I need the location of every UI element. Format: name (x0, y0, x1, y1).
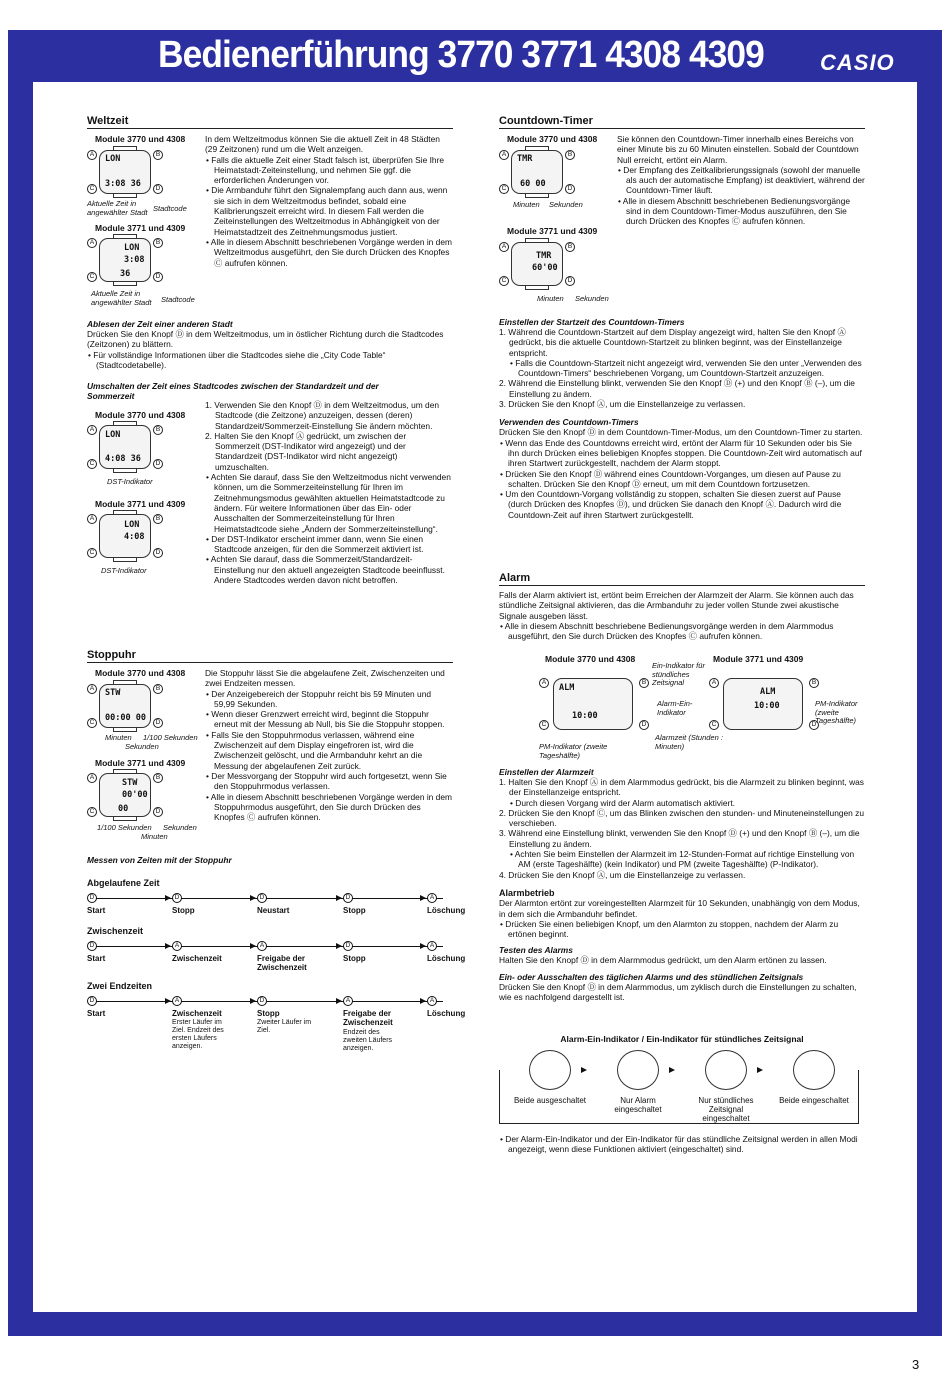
button-node: D (87, 941, 97, 951)
module-label: Module 3771 und 4309 (713, 654, 804, 664)
lcd-text: 36 (120, 269, 131, 279)
mini-watch-icon (529, 1050, 571, 1090)
arrow (250, 998, 256, 1004)
caption: PM-Indikator (zweite Tageshälfte) (815, 699, 858, 725)
module-label: Module 3771 und 4309 (95, 758, 186, 768)
button-node: D (343, 941, 353, 951)
step: 1. Verwenden Sie den Knopf Ⓓ in dem Weltzeitmodus, um den Stadtcode (die Zeitzone) anzuzeigen, dessen (deren) Standardzeit/Sommerzeit-Einstellung Sie ändern möchten. (205, 400, 440, 431)
caption: DST-Indikator (107, 477, 153, 486)
step: 1. Halten Sie den Knopf Ⓐ in dem Alarmmodus gedrückt, bis die Alarmzeit zu blinken beginnt, was der Einstellanzeige entspricht. (499, 777, 864, 798)
watch-diagram: ALM 10:00 A B C D (709, 674, 819, 734)
caption: Sekunden (125, 742, 159, 751)
caption: DST-Indikator (101, 566, 147, 575)
subheading: Messen von Zeiten mit der Stoppuhr (87, 855, 232, 865)
note: Endzeit des zweiten Läufers anzeigen. (343, 1029, 393, 1052)
paragraph: Drücken Sie den Knopf Ⓓ in dem Countdown-Timer-Modus, um den Countdown-Timer zu starten. (499, 427, 863, 438)
subheading: Einstellen der Startzeit des Countdown-Timers (499, 317, 685, 327)
lcd-text: 00:00 00 (105, 713, 146, 723)
alarm-intro (499, 590, 865, 641)
cycle-title: Alarm-Ein-Indikator / Ein-Indikator für stündliches Zeitsignal (560, 1034, 804, 1044)
bullet: • Der Messvorgang der Stoppuhr wird auch fortgesetzt, wenn Sie den Stoppuhrmodus verlassen. (205, 771, 453, 792)
bullet: • Der Alarm-Ein-Indikator und der Ein-Indikator für das stündliche Zeitsignal werden in allen Modi angezeigt, wenn diese Funktionen aktiviert (eingeschaltet) sind. (499, 1134, 865, 1155)
watch-diagram: LON 3:08 36 A B C D (87, 146, 163, 198)
button-node: A (172, 941, 182, 951)
lcd-text: LON (124, 243, 140, 253)
button-node: D (257, 996, 267, 1006)
bullet: • Der Anzeigebereich der Stoppuhr reicht bis 59 Minuten und 59,99 Sekunden. (205, 689, 453, 710)
casio-logo: CASIO (820, 50, 895, 75)
arrow (336, 895, 342, 901)
subheading: Ablesen der Zeit einer anderen Stadt (87, 319, 233, 329)
bullet: • Alle in diesem Abschnitt beschriebenen Vorgänge werden in dem Stoppuhrmodus ausgeführt, den Sie durch Drücken des Knopfes Ⓒ aufrufen können. (205, 792, 453, 823)
watch-diagram: LON 3:08 36 A B C D (87, 234, 163, 286)
weltzeit-sub1 (87, 319, 453, 370)
bullet: • Um den Countdown-Vorgang vollständig zu stoppen, schalten Sie diesen zuerst auf Pause (durch Drücken des Knopfes Ⓓ), und drücken Sie danach den Knopf Ⓐ. Dadurch wird die Countdown-Zeit auf ihren Startwert zurückgestellt. (499, 489, 865, 520)
bullet: • Wenn das Ende des Countdowns erreicht wird, ertönt der Alarm für 10 Sekunden oder bis Sie ihn durch Drücken eines beliebigen Knopfes stoppen. Die Countdown-Zeit wird automatisch auf ihren Startwert zurückgestellt, nachdem der Alarm stoppt. (499, 438, 865, 469)
countdown-text (617, 134, 865, 227)
lcd-text: 3:08 36 (105, 179, 141, 189)
caption: Sekunden (549, 200, 583, 209)
paragraph: Halten Sie den Knopf Ⓓ in dem Alarmmodus gedrückt, um den Alarm ertönen zu lassen. (499, 955, 827, 966)
subheading: Ein- oder Ausschalten des täglichen Alarms und des stündlichen Zeitsignals (499, 971, 804, 982)
cycle-label: Beide ausgeschaltet (513, 1096, 587, 1105)
bullet: • Drücken Sie einen beliebigen Knopf, um den Alarmton zu stoppen, nachdem der Alarm zu ertönen beginnt. (499, 919, 865, 940)
section-heading-stoppuhr: Stoppuhr (87, 649, 453, 663)
sequence-label: Neustart (257, 906, 290, 915)
lcd-text: 10:00 (572, 711, 598, 721)
subheading: Verwenden des Countdown-Timers (499, 417, 639, 428)
caption: Sekunden (163, 823, 197, 832)
button-node: D (87, 996, 97, 1006)
arrow (420, 998, 426, 1004)
caption: Minuten (105, 733, 132, 742)
lcd-text: 60 00 (520, 179, 546, 189)
sequence-label: Stopp (172, 906, 195, 915)
sequence-label: Start (87, 1009, 106, 1018)
bullet: • Achten Sie darauf, dass die Sommerzeit/Standardzeit-Einstellung nur den aktuell angezeigten Stadtcode beeinflusst. Andere Stadtcodes werden davon nicht betroffen. (205, 554, 453, 585)
sequence-label: Stopp (343, 954, 366, 963)
section-heading-alarm: Alarm (499, 572, 865, 586)
page-header (8, 30, 942, 82)
sequence-label: Freigabe der Zwischenzeit (343, 1009, 393, 1027)
sequence-label: Löschung (427, 1009, 466, 1018)
sequence-label: Löschung (427, 954, 466, 963)
sequence-diagram (87, 888, 466, 918)
paragraph: Drücken Sie den Knopf Ⓓ in dem Alarmmodus, um zyklisch durch die Einstellungen zu schalten, wie es nachfolgend dargestellt ist. (499, 981, 857, 1003)
lcd-text: LON (105, 430, 121, 440)
bullet: • Falls Sie den Stoppuhrmodus verlassen, während eine Zwischenzeit auf dem Display eingefroren ist, wird die Zwischenzeit gelöscht, und die Armbanduhr kehrt an die Messung der abgelaufenen Zeit zurück. (205, 730, 453, 771)
caption: 1/100 Sekunden (143, 733, 198, 742)
sequence-line (93, 1001, 443, 1002)
paragraph: In dem Weltzeitmodus können Sie die aktuell Zeit in 48 Städten (29 Zeitzonen) rund um die Welt anzeigen. (205, 134, 440, 155)
button-node: A (427, 893, 437, 903)
watch-diagram: ALM 10:00 A B C D (539, 674, 649, 734)
arrow (669, 1067, 675, 1073)
bullet: • Alle in diesem Abschnitt beschriebenen Vorgänge werden in dem Weltzeitmodus ausgeführt, den Sie durch Drücken des Knopfes Ⓒ aufrufen können. (205, 237, 453, 268)
caption: Sekunden (575, 294, 609, 303)
bullet: • Falls die aktuelle Zeit einer Stadt falsch ist, überprüfen Sie Ihre Heimatstadt-Zeiteinstellung, und nehmen Sie ggf. die erforderlichen Änderungen vor. (205, 155, 453, 186)
module-label: Module 3771 und 4309 (507, 226, 598, 236)
button-node: A (343, 996, 353, 1006)
page-frame (8, 30, 942, 1372)
caption: Alarmzeit (Stunden : Minuten) (655, 733, 723, 751)
lcd-text: ALM (760, 687, 776, 697)
cycle-diagram (499, 1050, 865, 1130)
bullet: • Wenn dieser Grenzwert erreicht wird, beginnt die Stoppuhr erneut mit der Messung ab Null, bis Sie die Stoppuhr stoppen. (205, 709, 453, 730)
arrow (250, 895, 256, 901)
note: Erster Läufer im Ziel. Endzeit des ersten Läufers anzeigen. (172, 1019, 224, 1050)
caption: 1/100 Sekunden (97, 823, 152, 832)
arrow (336, 943, 342, 949)
alarm-final (499, 1134, 865, 1155)
button-node: A (427, 996, 437, 1006)
caption: Minuten (537, 294, 564, 303)
lcd-text: 60'00 (532, 263, 558, 273)
page-number: 3 (912, 1357, 920, 1372)
alarm-steps (499, 767, 865, 1002)
paragraph: Falls der Alarm aktiviert ist, ertönt beim Erreichen der Alarmzeit der Alarm. Sie können auch das stündliche Zeitsignal aktivieren, das die Armbanduhr zu jeder vollen Stunde zwei akustische Signale ausgeben lässt. (499, 590, 854, 621)
lcd-text: 00 (118, 804, 129, 814)
countdown-setup (499, 317, 865, 520)
caption: Stadtcode (161, 295, 195, 304)
mini-watch-icon (705, 1050, 747, 1090)
cycle-label: Nur Alarm eingeschaltet (614, 1096, 662, 1114)
sequence-label: Zwischenzeit (172, 1009, 222, 1018)
bullet: • Alle in diesem Abschnitt beschriebenen Bedienungsvorgänge sind in dem Countdown-Timer-Modus auszuführen, den Sie durch Drücken des Knopfes Ⓒ aufrufen können. (617, 196, 865, 227)
sequence-label: Zwischenzeit (172, 954, 222, 963)
module-label: Module 3770 und 4308 (95, 410, 186, 420)
button-node: A (257, 941, 267, 951)
bullet: • Für vollständige Informationen über die Stadtcodes siehe die „City Code Table“ (Stadtcodetabelle). (87, 350, 453, 371)
watch-diagram: STW 00:00 00 A B C D (87, 680, 163, 732)
step: 3. Drücken Sie den Knopf Ⓐ, um die Einstellanzeige zu verlassen. (499, 399, 746, 410)
button-node: A (427, 941, 437, 951)
paragraph: Die Stoppuhr lässt Sie die abgelaufene Zeit, Zwischenzeiten und zwei Endzeiten messen. (205, 668, 445, 689)
section-heading-weltzeit: Weltzeit (87, 115, 453, 129)
page-content (33, 82, 920, 1372)
bullet: • Der Empfang des Zeitkalibrierungssignals (sowohl der manuelle als auch der automatische Empfang) ist deaktiviert, während der Countdown-Timer läuft. (617, 165, 865, 196)
sequence-title: Zwischenzeit (87, 926, 144, 936)
subheading: Umschalten der Zeit eines Stadtcodes zwischen der Standardzeit und der Sommerzeit (87, 381, 379, 401)
sequence-label: Freigabe der Zwischenzeit (257, 954, 307, 972)
paragraph: Der Alarmton ertönt zur voreingestellten Alarmzeit für 10 Sekunden, unabhängig von dem Modus, in dem sich die Armbanduhr befindet. (499, 898, 860, 919)
bullet: • Achten Sie beim Einstellen der Alarmzeit im 12-Stunden-Format auf richtige Einstellung von AM (erste Tageshälfte) (kein Indikator) und PM (zweite Tageshälfte) (P-Indikator). (509, 849, 865, 870)
arrow (420, 943, 426, 949)
weltzeit-steps (205, 400, 453, 585)
caption: Minuten (141, 832, 168, 841)
watch-diagram: TMR 60'00 A B C D (499, 238, 575, 290)
arrow (757, 1067, 763, 1073)
watch-diagram: LON 4:08 36 A B C D (87, 421, 163, 473)
bullet: • Durch diesen Vorgang wird der Alarm automatisch aktiviert. (509, 798, 865, 808)
module-label: Module 3770 und 4308 (507, 134, 598, 144)
cycle-label: Beide eingeschaltet (779, 1096, 849, 1105)
lcd-text: LON (124, 520, 140, 530)
bullet: • Alle in diesem Abschnitt beschriebene Bedienungsvorgänge werden in dem Alarmmodus ausgeführt, den Sie durch Drücken des Knopfes Ⓒ aufrufen können. (499, 621, 865, 642)
arrow (581, 1067, 587, 1073)
button-node: D (87, 893, 97, 903)
step: 3. Während eine Einstellung blinkt, verwenden Sie den Knopf Ⓓ (+) und den Knopf Ⓑ (–), um die Einstellung zu ändern. (499, 828, 860, 849)
mini-watch-icon (617, 1050, 659, 1090)
step: 1. Während die Countdown-Startzeit auf dem Display angezeigt wird, halten Sie den Knopf Ⓐ gedrückt, bis die aktuelle Countdown-Startzeit zu blinken beginnt, was der Einstellanzeige entspricht. (499, 327, 846, 358)
caption: Aktuelle Zeit in angewählter Stadt (91, 289, 152, 307)
note: Zweiter Läufer im Ziel. (257, 1019, 312, 1034)
page-title: Bedienerführung 3770 3771 4308 4309 (158, 34, 764, 76)
section-heading-countdown: Countdown-Timer (499, 115, 865, 129)
step: 4. Drücken Sie den Knopf Ⓐ, um die Einstellanzeige zu verlassen. (499, 869, 746, 880)
bullet: • Der DST-Indikator erscheint immer dann, wenn Sie einen Stadtcode anzeigen, für den die Sommerzeit aktiviert ist. (205, 534, 453, 555)
sequence-diagram (87, 936, 466, 972)
watch-diagram: TMR 60 00 A B C D (499, 146, 575, 198)
lcd-text: LON (105, 154, 121, 164)
lcd-text: STW (105, 688, 121, 698)
arrow (250, 943, 256, 949)
sequence-label: Start (87, 906, 106, 915)
module-label: Module 3770 und 4308 (95, 134, 186, 144)
caption: Minuten (513, 200, 540, 209)
subheading: Testen des Alarms (499, 945, 573, 956)
lcd-text: STW (122, 778, 138, 788)
module-label: Module 3770 und 4308 (95, 668, 186, 678)
cycle-label: Nur stündliches Zeitsignal eingeschaltet (698, 1096, 754, 1123)
paragraph: Sie können den Countdown-Timer innerhalb eines Bereichs von einer Minute bis zu 60 Minuten einstellen. Sobald der Countdown Null erreicht, ertönt ein Alarm. (617, 134, 859, 165)
subheading: Einstellen der Alarmzeit (499, 767, 594, 777)
button-node: D (257, 893, 267, 903)
bullet: • Falls die Countdown-Startzeit nicht angezeigt wird, verwenden Sie den unter „Verwenden des Countdown-Timers“ beschriebenen Vorgang, um Countdown-Startzeit anzuzeigen. (509, 358, 865, 379)
caption: Alarm-Ein-Indikator (657, 699, 693, 717)
sequence-title: Zwei Endzeiten (87, 981, 153, 991)
stoppuhr-text (205, 668, 453, 822)
arrow (336, 998, 342, 1004)
module-label: Module 3770 und 4308 (545, 654, 636, 664)
caption: Ein-Indikator für stündliches Zeitsignal (652, 661, 705, 687)
lcd-text: 3:08 (124, 255, 145, 265)
sequence-label: Stopp (257, 1009, 280, 1018)
arrow (165, 895, 171, 901)
sequence-label: Start (87, 954, 106, 963)
bullet: • Achten Sie darauf, dass Sie den Weltzeitmodus nicht verwenden können, um die Sommerzeiteinstellung für Ihren im Zeitnehmungsmodus gewählten aktuellen Heimatstadtcode zu ändern. Für weitere Informationen über das Ein- oder Ausschalten der Sommerzeiteinstellung für Ihren Heimatstadtcode siehe „Ändern der Sommerzeiteinstellung“. (205, 472, 453, 534)
button-node: D (172, 893, 182, 903)
watch-diagram: STW 00'00 00 A B C D (87, 769, 163, 821)
arrow (165, 943, 171, 949)
sequence-line (93, 898, 443, 899)
lcd-text: ALM (559, 683, 575, 693)
bullet: • Die Armbanduhr führt den Signalempfang auch dann aus, wenn sie sich in dem Weltzeitmodus befindet, sobald eine Kalibrierungszeit erreicht wird. In diesem Fall werden die Zeiteinstellungen des Weltzeitmodus in Abhängigkeit von der Heimatstadtzeit des Zeitnehmungsmodus justiert. (205, 185, 453, 236)
caption: Stadtcode (153, 204, 187, 213)
lcd-text: 4:08 36 (105, 454, 141, 464)
mini-watch-icon (793, 1050, 835, 1090)
step: 2. Drücken Sie den Knopf Ⓒ, um das Blinken zwischen den stunden- und Minuteneinstellungen zu verschieben. (499, 807, 864, 829)
lcd-text: 10:00 (754, 701, 780, 711)
step: 2. Während die Einstellung blinkt, verwenden Sie den Knopf Ⓓ (+) und den Knopf Ⓑ (–), um die Einstellung zu ändern. (499, 378, 855, 399)
lcd-text: TMR (536, 251, 552, 261)
lcd-text: TMR (517, 154, 533, 164)
arrow (165, 998, 171, 1004)
button-node: A (172, 996, 182, 1006)
lcd-text: 4:08 (124, 532, 145, 542)
subheading: Alarmbetrieb (499, 887, 555, 898)
arrow (420, 895, 426, 901)
module-label: Module 3771 und 4309 (95, 499, 186, 509)
sequence-label: Löschung (427, 906, 466, 915)
bullet: • Drücken Sie den Knopf Ⓓ während eines Countdown-Vorganges, um diesen auf Pause zu schalten. Drücken Sie den Knopf Ⓓ erneut, um mit dem Countdown fortzusetzen. (499, 469, 865, 490)
caption: PM-Indikator (zweite Tageshälfte) (539, 742, 608, 760)
caption: Aktuelle Zeit in angewählter Stadt (87, 199, 148, 217)
watch-diagram: LON 4:08 A B C D (87, 510, 163, 562)
module-label: Module 3771 und 4309 (95, 223, 186, 233)
sequence-title: Abgelaufene Zeit (87, 878, 160, 888)
sequence-label: Stopp (343, 906, 366, 915)
paragraph: Drücken Sie den Knopf Ⓓ in dem Weltzeitmodus, um in östlicher Richtung durch die Stadtcodes (Zeitzonen) zu blättern. (87, 329, 444, 350)
button-node: D (343, 893, 353, 903)
weltzeit-text (205, 134, 453, 268)
sequence-line (93, 946, 443, 947)
lcd-text: 00'00 (122, 790, 148, 800)
step: 2. Halten Sie den Knopf Ⓐ gedrückt, um zwischen der Sommerzeit (DST-Indikator wird angezeigt) und der Standardzeit (DST-Indikator wird nicht angezeigt) umzuschalten. (205, 430, 407, 472)
